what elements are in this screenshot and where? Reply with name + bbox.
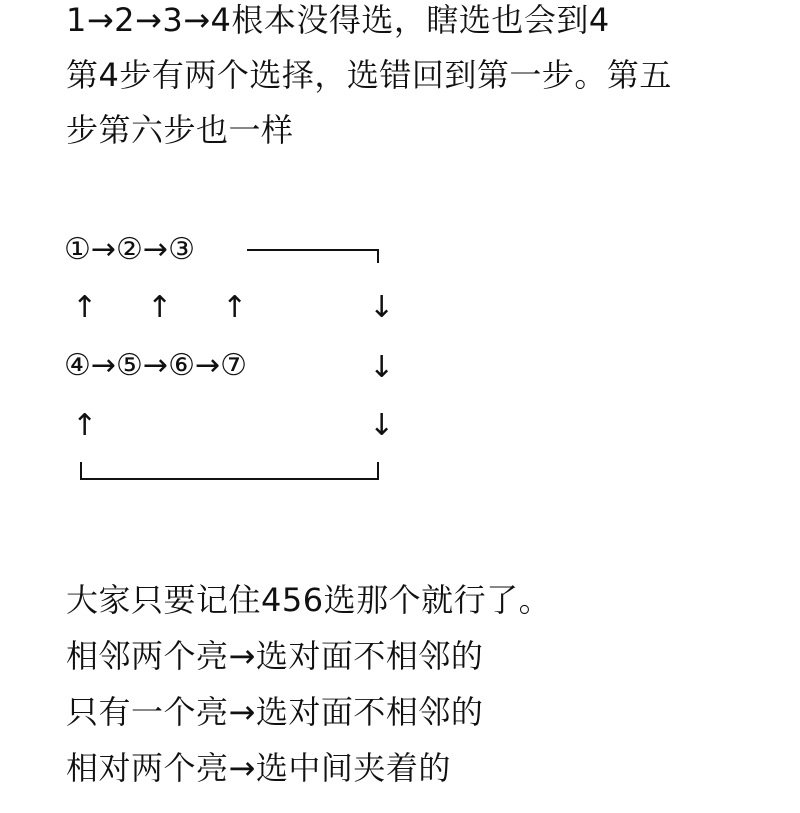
- up-arrow-icon: ↑: [72, 290, 98, 325]
- tips-line-4: 相对两个亮→选中间夹着的: [66, 749, 451, 787]
- up-arrow-icon: ↑: [72, 408, 98, 443]
- diagram-top-corner: [377, 249, 379, 263]
- diagram-top-connector: [247, 249, 379, 251]
- intro-line-3: 步第六步也一样: [66, 111, 294, 149]
- tips-line-3: 只有一个亮→选对面不相邻的: [66, 693, 484, 731]
- down-arrow-icon: ↓: [369, 350, 395, 385]
- diagram-bottom-right-corner: [377, 462, 379, 480]
- down-arrow-icon: ↓: [369, 290, 395, 325]
- intro-line-1: 1→2→3→4根本没得选，瞎选也会到4: [66, 1, 610, 39]
- tips-line-1: 大家只要记住456选那个就行了。: [66, 581, 552, 619]
- up-arrow-icon: ↑: [147, 290, 173, 325]
- up-arrow-icon: ↑: [222, 290, 248, 325]
- diagram-row-2: ④→⑤→⑥→⑦: [64, 348, 247, 383]
- down-arrow-icon: ↓: [369, 408, 395, 443]
- tips-line-2: 相邻两个亮→选对面不相邻的: [66, 637, 484, 675]
- intro-line-2: 第4步有两个选择，选错回到第一步。第五: [66, 56, 672, 94]
- diagram-bottom-connector: [80, 478, 379, 480]
- diagram-row-1: ①→②→③: [64, 232, 195, 267]
